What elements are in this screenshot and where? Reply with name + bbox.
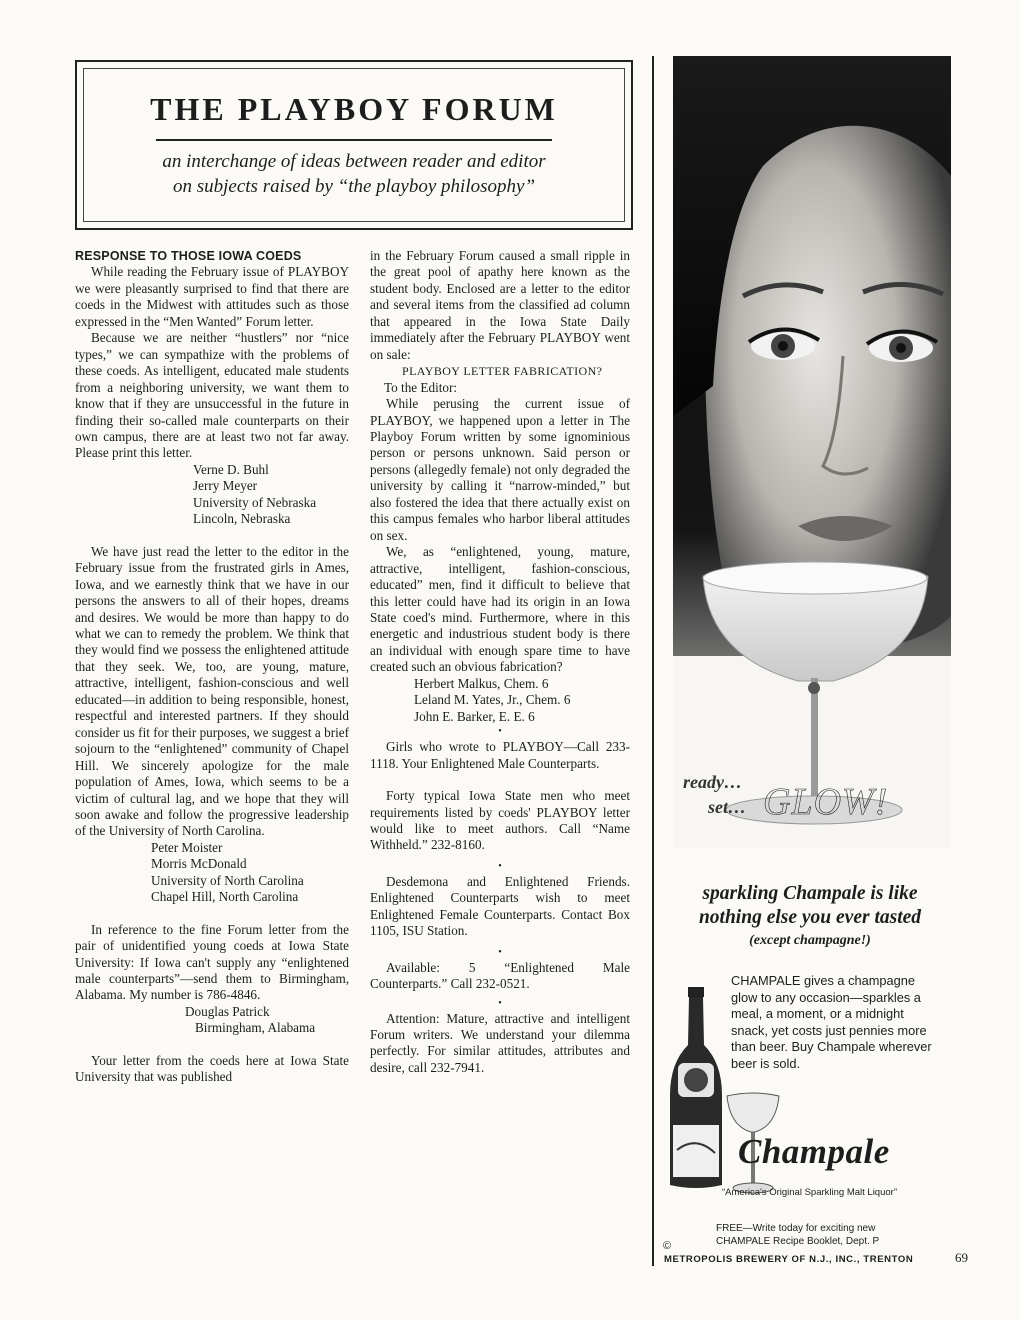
section-heading: RESPONSE TO THOSE IOWA COEDS — [75, 249, 302, 263]
ad-headline-line-1: sparkling Champale is like — [702, 883, 918, 904]
bullet-separator: • — [498, 997, 502, 1009]
bullet-separator: • — [498, 726, 502, 738]
ad-headline-sub: (except champagne!) — [749, 933, 871, 948]
signature-line: University of Nebraska — [193, 494, 317, 510]
forum-subtitle — [84, 149, 624, 199]
bullet-separator: • — [498, 946, 502, 958]
spacer — [75, 906, 349, 922]
letter-paragraph: While perusing the current issue of PLAYBOY, we happened upon a letter in The Playboy Forum written by some ignominious person or persons unknown. Said person or persons (allegedly female) not only degraded the university by calling it “narrow-minded,” but also fostered the idea that there actually exist on this campus females who harbor liberal attitudes on sex. — [370, 396, 630, 543]
title-rule — [156, 139, 552, 141]
bullet-separator: • — [498, 860, 502, 872]
ad-body-copy: CHAMPALE gives a champagne glow to any occasion—sparkles a meal, a moment, or a midnight snack, yet costs just pennies more than beer. Buy Champale wherever beer is sold. — [731, 973, 932, 1071]
champale-logo: Champale — [738, 1132, 890, 1171]
letter-paragraph: In reference to the fine Forum letter from the pair of unidentified young coeds at Iowa State University: If Iowa can't supply any “enlightened male counterparts”—send them to Birmingham, Alabama. My number is 786-4846. — [75, 921, 349, 1003]
classified-ad: Attention: Mature, attractive and intelligent Forum writers. We understand your dilemma perfectly. For similar attitudes, attributes and desire, call 232-7941. — [370, 1010, 630, 1075]
ad-glow-text: GLOW! — [763, 781, 889, 823]
classified-ad: Available: 5 “Enlightened Male Counterparts.” Call 232-0521. — [370, 959, 630, 992]
champale-bottle-image — [660, 985, 732, 1193]
signature-line: Herbert Malkus, Chem. 6 — [414, 675, 549, 691]
signature-line: Leland M. Yates, Jr., Chem. 6 — [414, 692, 571, 708]
ad-headline-line-2: nothing else you ever tasted — [698, 907, 922, 928]
signature-line: Chapel Hill, North Carolina — [151, 889, 299, 905]
letter-paragraph: We, as “enlightened, young, mature, attractive, intelligent, fashion-conscious, educated” men, find it difficult to believe that this letter could have had its origin in an Iowa State coed's mind. Furthermore, where in this energetic and industrious student body is there an individual with enough spare time to have created such an obvious fabrication? — [370, 544, 630, 675]
spacer — [370, 772, 630, 788]
classified-ad: Girls who wrote to PLAYBOY—Call 233-1118. Your Enlightened Male Counterparts. — [370, 739, 630, 771]
column-divider — [652, 56, 654, 1266]
article-column-2 — [370, 248, 630, 1076]
classified-ad: Forty typical Iowa State men who meet requirements listed by coeds' PLAYBOY letter would like to meet authors. Call “Name Withheld.” 232-8160. — [370, 788, 630, 853]
signature-line: Jerry Meyer — [193, 478, 258, 494]
forum-title: THE PLAYBOY FORUM — [150, 91, 558, 127]
signature-line: Peter Moister — [151, 839, 223, 855]
ad-tagline: “America's Original Sparkling Malt Liquor” — [722, 1187, 897, 1198]
ad-photo-woman-glass — [673, 56, 951, 848]
ad-ready-text: ready… — [683, 772, 742, 792]
signature-line: Verne D. Buhl — [193, 461, 269, 477]
ad-set-text: set… — [708, 797, 746, 817]
recipe-offer-line-2: CHAMPALE Recipe Booklet, Dept. P — [716, 1236, 880, 1247]
signature-line: Birmingham, Alabama — [195, 1020, 316, 1036]
spacer — [75, 528, 349, 544]
article-column-1 — [75, 248, 349, 1086]
classified-ad: Desdemona and Enlightened Friends. Enlightened Counterparts wish to meet Enlightened Female Counterparts. Contact Box 1105, ISU Station. — [370, 873, 630, 939]
signature-line: Morris McDonald — [151, 856, 247, 872]
salutation: To the Editor: — [384, 379, 458, 395]
letter-paragraph: Because we are neither “hustlers” nor “nice types,” we can sympathize with the problems of these coeds. As intelligent, educated male students from a neighboring university, we want them to know that if they are unsuccessful in the future in finding their so-called male counterparts on their own campus, there are at least two not far away. Please print this letter. — [75, 330, 349, 461]
spacer — [75, 1037, 349, 1053]
signature-line: Lincoln, Nebraska — [193, 511, 291, 527]
recipe-offer-line-1: FREE—Write today for exciting new — [716, 1223, 876, 1234]
letter-paragraph: in the February Forum caused a small ripple in the great pool of apathy here known as the student body. Enclosed are a letter to the editor and several items from the classified ad column that appeared in the Iowa State Daily immediately after the February PLAYBOY went on sale: — [370, 248, 630, 362]
letter-subhead: PLAYBOY LETTER FABRICATION? — [402, 364, 603, 379]
signature-line: John E. Barker, E. E. 6 — [414, 708, 535, 724]
brewery-name: METROPOLIS BREWERY OF N.J., INC., TRENTON — [664, 1254, 914, 1265]
recipe-offer — [716, 1222, 879, 1248]
subtitle-line-1: an interchange of ideas between reader and editor — [162, 151, 546, 172]
letter-paragraph: Your letter from the coeds here at Iowa State University that was published — [75, 1052, 349, 1085]
copyright-symbol: © — [663, 1240, 672, 1252]
signature-line: University of North Carolina — [151, 872, 304, 888]
subtitle-line-2: on subjects raised by “the playboy philosophy” — [172, 176, 536, 197]
forum-masthead — [75, 60, 633, 230]
page-number: 69 — [955, 1250, 968, 1265]
masthead-inner-border — [83, 68, 625, 222]
letter-paragraph: While reading the February issue of PLAYBOY we were pleasantly surprised to find that there are coeds in the Midwest with attitudes such as those expressed in the “Men Wanted” Forum letter. — [75, 264, 349, 329]
letter-paragraph: We have just read the letter to the editor in the February issue from the frustrated girls in Ames, Iowa, and we earnestly think that we have in our persons the answers to all of their hopes, dreams and desires. We would be more than happy to do what we can to remedy the problem. We think that they would find we possess the enlightened attitude that they seek. We, too, are young, mature, attractive, intelligent, fashion-conscious and well educated—in addition to being responsible, honest, respectful and interested partners. If they should consider us fit for their purposes, we suggest a brief sojourn to the “enlightened” community of Chapel Hill. We sincerely apologize for the male population of Ames, Iowa, which seems to be a victim of cultural lag, and we hope that they will soon awake and follow the progressive leadership of the University of North Carolina. — [75, 543, 349, 839]
ad-headline — [660, 882, 960, 952]
signature-line: Douglas Patrick — [185, 1003, 270, 1019]
